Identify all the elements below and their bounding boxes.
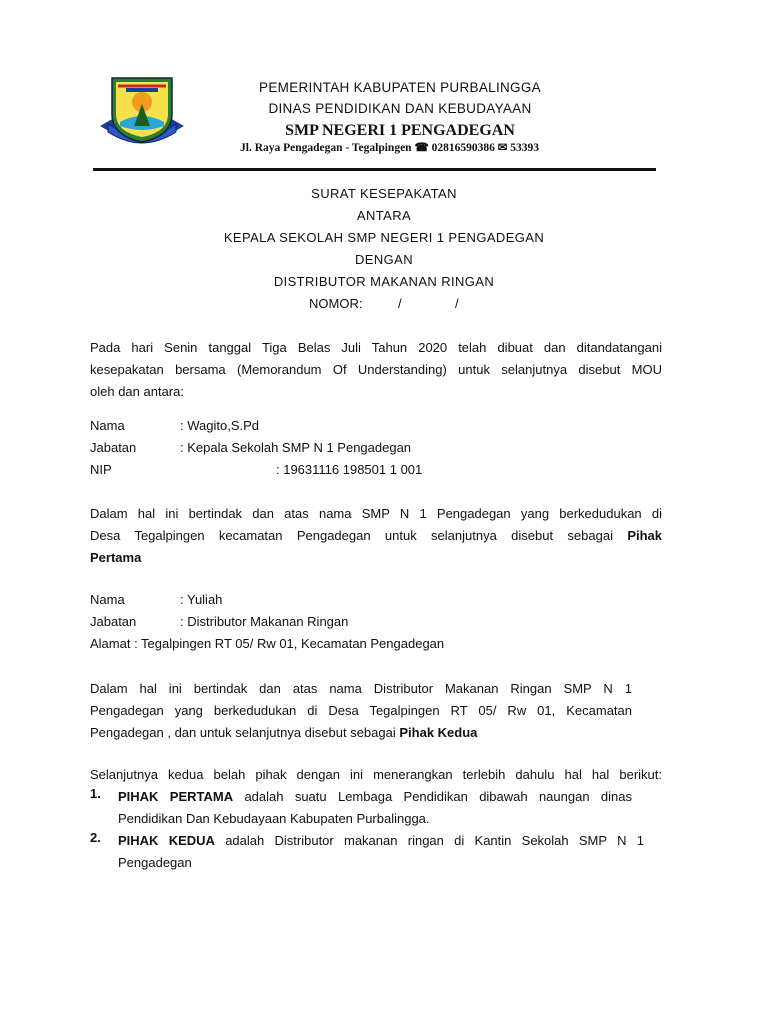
statement-line (118, 786, 632, 808)
phone-number: 02816590386 (431, 142, 495, 154)
party1-role-label: Pihak (627, 528, 662, 543)
statement-party-label: PIHAK PERTAMA (118, 789, 234, 804)
statement-number: 2. (90, 830, 101, 845)
school-address (240, 140, 620, 154)
party1-name-label: Nama (90, 418, 125, 433)
statement-line: Pendidikan Dan Kebudayaan Kabupaten Purbalingga. (118, 811, 430, 826)
school-emblem-logo (96, 74, 188, 146)
statement-number: 1. (90, 786, 101, 801)
statement-item (118, 786, 632, 830)
intro-paragraph (90, 337, 662, 403)
party2-description (90, 678, 632, 744)
party1-name-value: : Wagito,S.Pd (180, 418, 259, 433)
title-party-two: DISTRIBUTOR MAKANAN RINGAN (273, 274, 495, 289)
intro-line: Pada hari Senin tanggal Tiga Belas Juli Tahun 2020 telah dibuat dan ditandatangani (90, 340, 662, 355)
party1-nip-value: : 19631116 198501 1 001 (276, 462, 423, 477)
header-divider (93, 168, 656, 171)
statement-item (118, 830, 644, 874)
party1-description (90, 503, 662, 569)
party2-desc-line: Dalam hal ini bertindak dan atas nama Distributor Makanan Ringan SMP N 1 (90, 681, 632, 696)
title-antara: ANTARA (356, 208, 412, 223)
party1-desc-line: Dalam hal ini bertindak dan atas nama SMP N 1 Pengadegan yang berkedudukan di (90, 506, 662, 521)
statement-text: adalah suatu Lembaga Pendidikan dibawah naungan dinas (244, 789, 632, 804)
party1-desc-text: Desa Tegalpingen kecamatan Pengadegan untuk selanjutnya disebut sebagai (90, 528, 613, 543)
title-dengan: DENGAN (354, 252, 414, 267)
government-header: PEMERINTAH KABUPATEN PURBALINGGA (259, 80, 541, 95)
address-text: Jl. Raya Pengadegan - Tegalpingen (240, 142, 412, 154)
party2-desc-line: Pengadegan yang berkedudukan di Desa Tegalpingen RT 05/ Rw 01, Kecamatan (90, 703, 632, 718)
statements-intro (90, 764, 662, 786)
school-name: SMP NEGERI 1 PENGADEGAN (285, 122, 515, 139)
party2-desc-line (90, 722, 632, 744)
party1-desc-line (90, 525, 662, 547)
statement-party-label: PIHAK KEDUA (118, 833, 215, 848)
intro-line: kesepakatan bersama (Memorandum Of Understanding) untuk selanjutnya disebut MOU (90, 362, 662, 377)
statement-line (118, 830, 644, 852)
party1-nip-label: NIP (90, 462, 112, 477)
party2-desc-text: Pengadegan , dan untuk selanjutnya disebut sebagai (90, 725, 396, 740)
party1-position-value: : Kepala Sekolah SMP N 1 Pengadegan (180, 440, 412, 455)
mail-icon: ✉ (497, 142, 508, 154)
party2-address: Alamat : Tegalpingen RT 05/ Rw 01, Kecamatan Pengadegan (90, 636, 445, 651)
party2-name-label: Nama (90, 592, 125, 607)
postal-code: 53393 (510, 142, 540, 154)
title-party-one: KEPALA SEKOLAH SMP NEGERI 1 PENGADEGAN (223, 230, 545, 245)
nomor-slash-1: / (398, 296, 402, 311)
party2-position-label: Jabatan (90, 614, 137, 629)
party2-name-value: : Yuliah (180, 592, 223, 607)
party2-role-label: Pihak Kedua (399, 725, 478, 740)
department-header: DINAS PENDIDIKAN DAN KEBUDAYAAN (268, 101, 532, 116)
statement-text: adalah Distributor makanan ringan di Kantin Sekolah SMP N 1 (225, 833, 644, 848)
phone-icon: ☎ (414, 142, 429, 154)
statement-line: Pengadegan (118, 855, 192, 870)
party2-position-value: : Distributor Makanan Ringan (180, 614, 349, 629)
nomor-label: NOMOR: (309, 296, 363, 311)
letter-title: SURAT KESEPAKATAN (311, 186, 457, 201)
intro-line: oleh dan antara: (90, 384, 184, 399)
party1-position-label: Jabatan (90, 440, 137, 455)
statements-intro-line: Selanjutnya kedua belah pihak dengan ini menerangkan terlebih dahulu hal hal berikut: (90, 767, 662, 782)
party1-role-label-cont: Pertama (90, 550, 142, 565)
nomor-slash-2: / (455, 296, 459, 311)
